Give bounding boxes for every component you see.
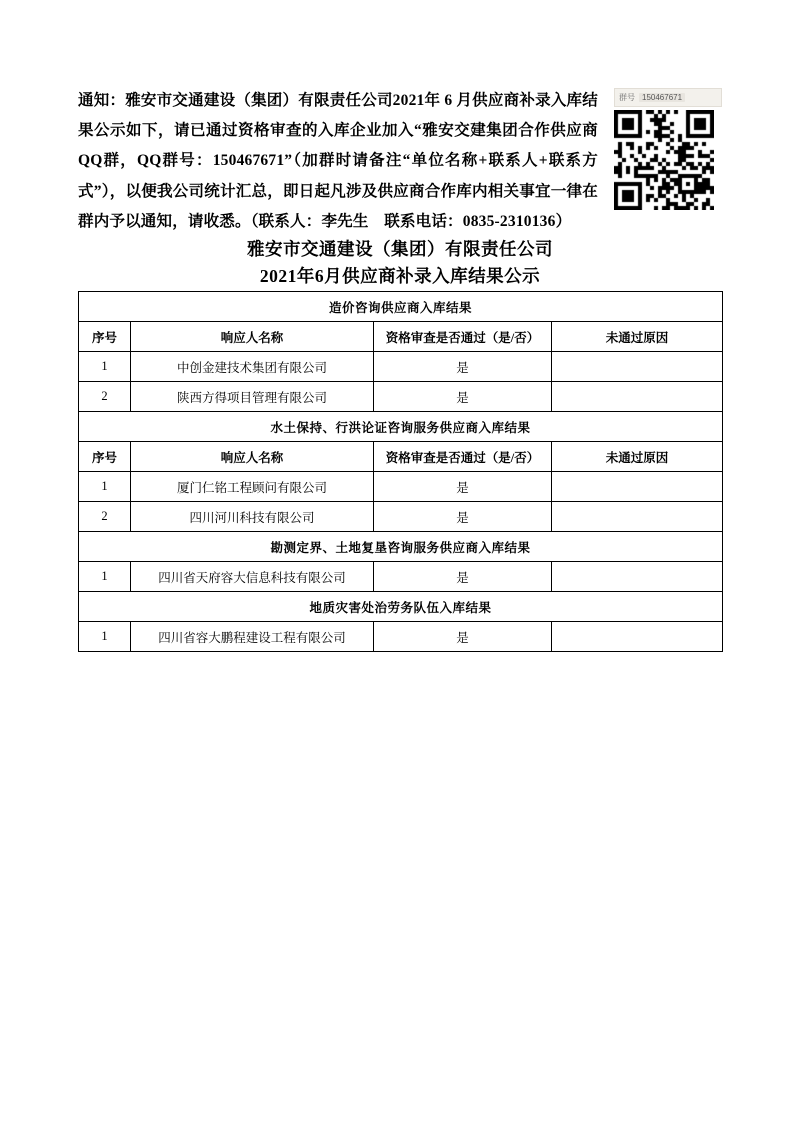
table-column-header: 序号 (79, 442, 131, 472)
notice-paragraph: 通知：雅安市交通建设（集团）有限责任公司2021年 6 月供应商补录入库结果公示如下，请已通过资格审查的入库企业加入“雅安交建集团合作供应商QQ群，QQ群号：150467671”（加群时请备注“单位名称+联系人+联系方式”），以便我公司统计汇总，即日起凡涉及供应商合作库内相关事宜一律在群内予以通知，请收悉。（联系人：李先生 联系电话：0835-2310136） (78, 92, 598, 230)
table-row (79, 352, 723, 382)
cell-pass-status: 是 (374, 622, 552, 652)
cell-reason (552, 502, 723, 532)
table-section-heading: 水土保持、行洪论证咨询服务供应商入库结果 (79, 412, 723, 442)
cell-index: 1 (79, 622, 131, 652)
table-header-row (79, 442, 723, 472)
table-column-header: 未通过原因 (552, 442, 723, 472)
cell-supplier-name: 四川省天府容大信息科技有限公司 (131, 562, 374, 592)
page-title-line2: 2021年6月供应商补录入库结果公示 (259, 266, 541, 287)
qr-group-number: 150467671 (639, 93, 685, 102)
page-title (0, 236, 800, 290)
cell-pass-status: 是 (374, 382, 552, 412)
cell-index: 1 (79, 562, 131, 592)
table-section-heading: 勘测定界、土地复垦咨询服务供应商入库结果 (79, 532, 723, 562)
table-header-row (79, 322, 723, 352)
cell-index: 2 (79, 502, 131, 532)
cell-supplier-name: 厦门仁铭工程顾问有限公司 (131, 472, 374, 502)
cell-pass-status: 是 (374, 472, 552, 502)
table-column-header: 未通过原因 (552, 322, 723, 352)
cell-reason (552, 382, 723, 412)
page-title-line1: 雅安市交通建设（集团）有限责任公司 (247, 239, 553, 259)
table-column-header: 资格审查是否通过（是/否） (374, 442, 552, 472)
cell-index: 1 (79, 352, 131, 382)
table-row (79, 562, 723, 592)
cell-reason (552, 472, 723, 502)
cell-supplier-name: 四川省容大鹏程建设工程有限公司 (131, 622, 374, 652)
table-column-header: 序号 (79, 322, 131, 352)
cell-supplier-name: 陕西方得项目管理有限公司 (131, 382, 374, 412)
table-section-heading-row (79, 532, 723, 562)
table-row (79, 502, 723, 532)
table-row (79, 472, 723, 502)
cell-pass-status: 是 (374, 562, 552, 592)
table-section-heading-row (79, 412, 723, 442)
table-section-heading: 造价咨询供应商入库结果 (79, 292, 723, 322)
table-column-header: 资格审查是否通过（是/否） (374, 322, 552, 352)
cell-supplier-name: 四川河川科技有限公司 (131, 502, 374, 532)
results-table-wrapper (78, 291, 722, 652)
table-section-heading-row (79, 292, 723, 322)
results-table (78, 291, 723, 652)
cell-index: 2 (79, 382, 131, 412)
cell-pass-status: 是 (374, 502, 552, 532)
qr-caption (614, 88, 722, 107)
table-section-heading-row (79, 592, 723, 622)
qr-label-text: 群号 (619, 93, 635, 102)
table-row (79, 382, 723, 412)
cell-reason (552, 622, 723, 652)
cell-reason (552, 562, 723, 592)
table-column-header: 响应人名称 (131, 442, 374, 472)
notice-block (78, 86, 598, 237)
qr-code-block (614, 88, 722, 210)
table-column-header: 响应人名称 (131, 322, 374, 352)
cell-pass-status: 是 (374, 352, 552, 382)
qr-code-image (614, 110, 714, 210)
cell-reason (552, 352, 723, 382)
cell-index: 1 (79, 472, 131, 502)
cell-supplier-name: 中创金建技术集团有限公司 (131, 352, 374, 382)
table-section-heading: 地质灾害处治劳务队伍入库结果 (79, 592, 723, 622)
table-row (79, 622, 723, 652)
